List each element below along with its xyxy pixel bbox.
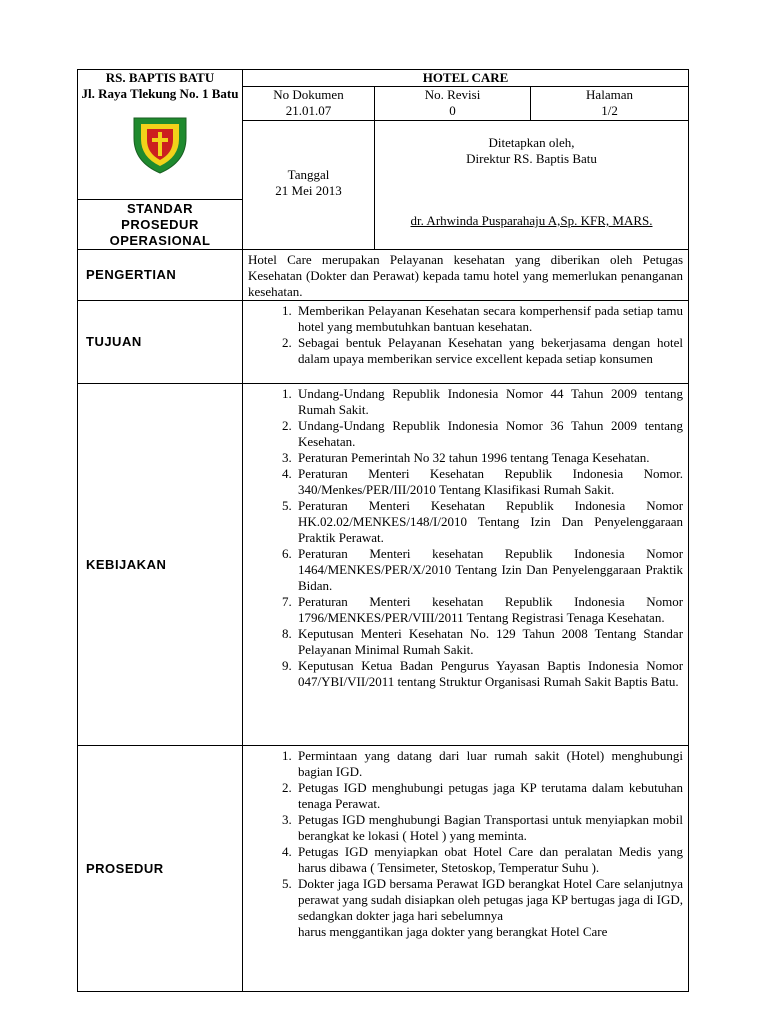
tujuan-content [243, 301, 689, 384]
no-revisi-value: 0 [449, 103, 456, 118]
list-item: 1. Memberikan Pelayanan Kesehatan secara komperhensif pada setiap tamu hotel yang membutuhkan bantuan kesehatan. [295, 303, 683, 335]
list-item: 6. Peraturan Menteri kesehatan Republik Indonesia Nomor 1464/MENKES/PER/X/2010 Tentang Izin Dan Penyelenggaraan Praktik Bidan. [295, 546, 683, 594]
kebijakan-label: KEBIJAKAN [78, 384, 243, 746]
list-item: 5. Dokter jaga IGD bersama Perawat IGD berangkat Hotel Care selanjutnya perawat yang sudah disiapkan oleh petugas jaga KP bertugas jaga di IGD, sedangkan dokter jaga hari sebelumnya [295, 876, 683, 924]
prosedur-content [243, 746, 689, 992]
ditetapkan-label: Ditetapkan oleh, [488, 135, 575, 150]
tanggal-value: 21 Mei 2013 [275, 183, 342, 198]
hospital-identity-cell [78, 70, 243, 200]
prosedur-label: PROSEDUR [78, 746, 243, 992]
list-item: 3. Petugas IGD menghubungi Bagian Transportasi untuk menyiapkan mobil berangkat ke lokasi ( Hotel ) yang meminta. [295, 812, 683, 844]
signatory-name: dr. Arhwinda Pusparahaju A,Sp. KFR, MARS. [410, 213, 653, 228]
pengertian-text: Hotel Care merupakan Pelayanan kesehatan yang diberikan oleh Petugas Kesehatan (Dokter dan Perawat) kepada tamu hotel yang memerlukan penanganan kesehatan. [243, 250, 689, 301]
halaman-value: 1/2 [601, 103, 618, 118]
list-item: 5. Peraturan Menteri Kesehatan Republik Indonesia Nomor HK.02.02/MENKES/148/I/2010 Tentang Izin Dan Penyelenggaraan Praktik Perawat. [295, 498, 683, 546]
hospital-logo [78, 114, 242, 176]
no-dokumen-label: No Dokumen [273, 87, 344, 102]
no-dokumen-value: 21.01.07 [285, 103, 332, 118]
list-item: 7. Peraturan Menteri kesehatan Republik Indonesia Nomor 1796/MENKES/PER/VIII/2011 Tentang Registrasi Tenaga Kesehatan. [295, 594, 683, 626]
ditetapkan-cell [375, 121, 689, 250]
list-item: 3. Peraturan Pemerintah No 32 tahun 1996 tentang Tenaga Kesehatan. [295, 450, 683, 466]
hospital-name: RS. BAPTIS BATU [105, 70, 215, 85]
no-revisi-cell [375, 87, 531, 121]
sop-document-table [77, 69, 689, 992]
ditetapkan-jabatan: Direktur RS. Baptis Batu [466, 151, 597, 166]
pengertian-label: PENGERTIAN [78, 250, 243, 301]
list-item: 8. Keputusan Menteri Kesehatan No. 129 Tahun 2008 Tentang Standar Pelayanan Minimal Rumah Sakit. [295, 626, 683, 658]
kebijakan-list [248, 386, 683, 690]
no-dokumen-cell [243, 87, 375, 121]
list-item: 4. Petugas IGD menyiapkan obat Hotel Care dan peralatan Medis yang harus dibawa ( Tensimeter, Stetoskop, Temperatur Suhu ). [295, 844, 683, 876]
tujuan-list [248, 303, 683, 367]
list-item: 1. Permintaan yang datang dari luar rumah sakit (Hotel) menghubungi bagian IGD. [295, 748, 683, 780]
hospital-address: Jl. Raya Tlekung No. 1 Batu [81, 86, 239, 101]
halaman-label: Halaman [586, 87, 633, 102]
list-item: 9. Keputusan Ketua Badan Pengurus Yayasan Baptis Indonesia Nomor 047/YBI/VII/2011 tentang Struktur Organisasi Rumah Sakit Baptis Batu. [295, 658, 683, 690]
sop-title-line-3: OPERASIONAL [109, 232, 211, 248]
tanggal-cell [243, 121, 375, 250]
list-item: 2. Sebagai bentuk Pelayanan Kesehatan yang bekerjasama dengan hotel dalam upaya memberikan service excellent kepada setiap konsumen [295, 335, 683, 367]
list-item: 1. Undang-Undang Republik Indonesia Nomor 44 Tahun 2009 tentang Rumah Sakit. [295, 386, 683, 418]
prosedur-tail-text: harus menggantikan jaga dokter yang berangkat Hotel Care [298, 924, 608, 939]
document-title: HOTEL CARE [243, 70, 689, 87]
sop-title-line-2: PROSEDUR [121, 216, 199, 232]
tanggal-label: Tanggal [287, 167, 330, 182]
shield-cross-icon [130, 114, 190, 176]
halaman-cell [531, 87, 689, 121]
no-revisi-label: No. Revisi [424, 87, 481, 102]
list-item: 2. Undang-Undang Republik Indonesia Nomor 36 Tahun 2009 tentang Kesehatan. [295, 418, 683, 450]
kebijakan-content [243, 384, 689, 746]
sop-title-line-1: STANDAR [126, 200, 194, 216]
prosedur-list [248, 748, 683, 924]
tujuan-label: TUJUAN [78, 301, 243, 384]
list-item: 2. Petugas IGD menghubungi petugas jaga KP terutama dalam kebutuhan tenaga Perawat. [295, 780, 683, 812]
sop-title-cell [78, 200, 243, 250]
list-item: 4. Peraturan Menteri Kesehatan Republik Indonesia Nomor. 340/Menkes/PER/III/2010 Tentang Klasifikasi Rumah Sakit. [295, 466, 683, 498]
